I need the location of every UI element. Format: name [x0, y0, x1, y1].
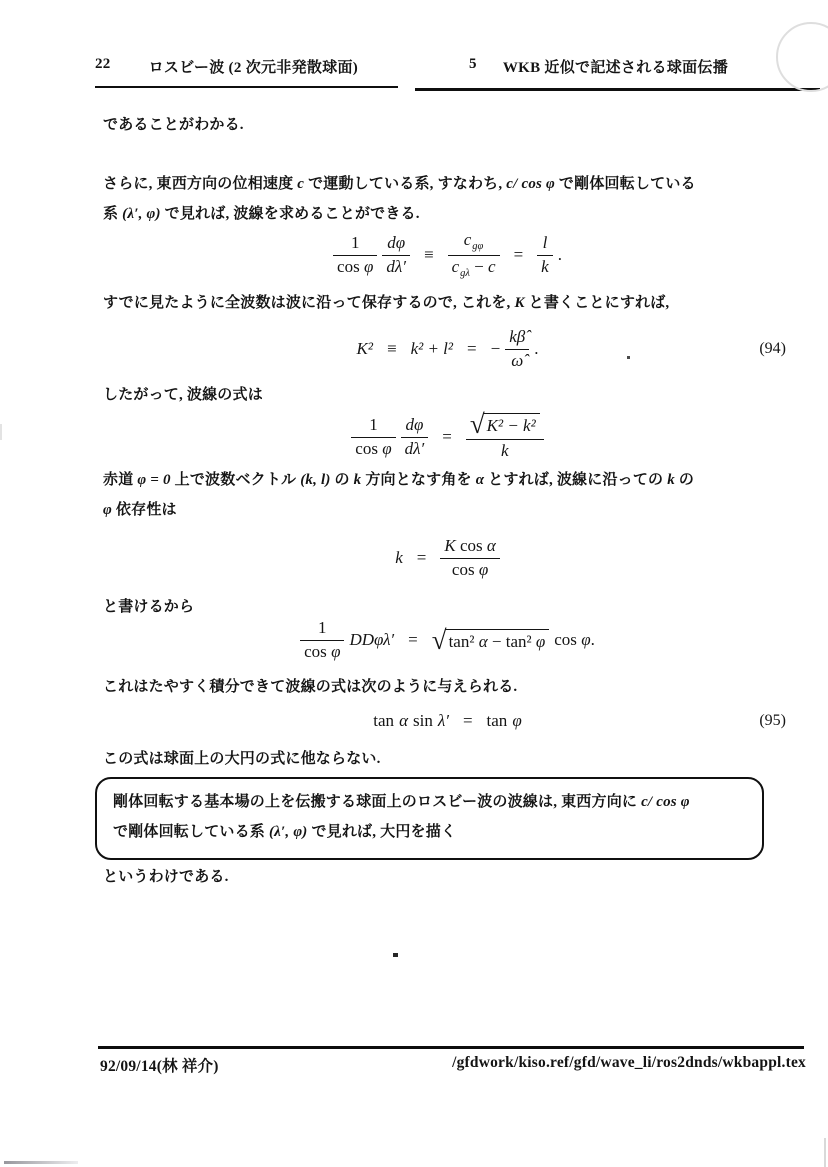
period: . — [590, 630, 595, 649]
fraction-bar — [382, 255, 410, 256]
text: 系 — [103, 206, 123, 222]
equals-sign: = — [442, 427, 452, 446]
equals-sign: = — [467, 339, 477, 358]
header-page-number: 22 — [95, 56, 111, 72]
numerator: 1 — [350, 233, 360, 253]
math-inline: α — [475, 472, 485, 488]
math-inline: φ = 0 — [137, 472, 171, 488]
fraction — [440, 536, 499, 580]
denominator — [300, 642, 344, 662]
var-phi: φ — [382, 438, 392, 458]
function-tan: tan — [486, 711, 508, 730]
paragraph-great-circle — [103, 744, 773, 774]
var-phi: φ — [331, 641, 341, 661]
fraction-bar — [333, 255, 377, 256]
fraction-bar — [448, 255, 500, 256]
middle-term: k² + l² — [410, 339, 453, 358]
math-inline: (λ′, φ) — [268, 824, 308, 840]
fraction — [537, 233, 553, 277]
subscript: gλ — [460, 267, 470, 279]
text: というわけである. — [103, 869, 229, 885]
equation-ray-sqrt — [103, 408, 792, 466]
footer-rule — [98, 1046, 804, 1049]
denominator: ω̂ — [511, 350, 524, 370]
text: 上で波数ベクトル — [170, 472, 301, 488]
numerator: dφ — [387, 233, 406, 253]
var-phi: φ — [363, 256, 374, 276]
var-alpha: α — [478, 631, 488, 651]
text: 剛体回転する基本場の上を伝搬する球面上のロスビー波の波線は, 東西方向に — [113, 794, 642, 810]
fraction-bar — [440, 558, 499, 559]
header-right — [415, 56, 820, 91]
paragraph-conclusion — [103, 862, 773, 892]
var-c: c — [451, 256, 460, 276]
math-inline: (λ′, φ) — [122, 206, 161, 222]
numerator — [466, 408, 544, 439]
minus-sign: − — [490, 339, 501, 358]
function-sin: sin — [413, 711, 433, 730]
text: の — [674, 472, 695, 488]
text-line — [113, 787, 746, 817]
function-cos: cos — [451, 559, 475, 579]
tail — [554, 630, 595, 650]
function-cos: cos — [554, 630, 577, 649]
square-root — [469, 408, 540, 439]
header-left — [95, 56, 398, 88]
text: さらに, 東西方向の位相速度 — [103, 176, 298, 192]
math-inline: K — [514, 295, 525, 311]
numerator — [440, 536, 499, 556]
footer-file-path: /gfdwork/kiso.ref/gfd/wave_li/ros2dnds/wkbappl.tex — [452, 1054, 806, 1071]
fraction-bar — [401, 437, 429, 438]
fraction-bar — [505, 349, 529, 350]
math-inline: k — [353, 472, 362, 488]
equiv-sign: ≡ — [386, 339, 397, 358]
math-inline: k — [667, 472, 675, 488]
denominator — [448, 560, 492, 580]
scan-artifact-smudge — [4, 1161, 78, 1164]
period: . — [557, 245, 562, 264]
text: とすれば, 波線に沿っての — [484, 472, 668, 488]
text: 依存性は — [111, 502, 177, 518]
numerator — [460, 230, 488, 254]
equation-k-dependence — [103, 530, 792, 586]
radicand: K² − k² — [483, 413, 540, 436]
text: で運動している系, すなわち, — [304, 176, 507, 192]
page-header — [95, 56, 822, 91]
minus-sign: − — [474, 256, 484, 276]
scan-speck — [393, 953, 398, 957]
text-line — [113, 817, 746, 847]
denominator: k — [500, 441, 509, 460]
function-tan-squared: tan² — [448, 631, 475, 651]
equation-95 — [103, 705, 792, 737]
numerator: 1 — [369, 415, 378, 435]
var-c: c — [463, 229, 472, 249]
header-section-number: 5 — [469, 56, 477, 72]
denominator — [333, 257, 377, 277]
math-inline: c/ cos φ — [641, 794, 690, 810]
text: と書けるから — [103, 599, 195, 615]
equals-sign: = — [408, 630, 418, 649]
denominator: dλ′ — [404, 438, 425, 458]
paragraph-total-wavenumber — [103, 288, 773, 318]
var-phi: φ — [512, 711, 522, 730]
numerator: kβ̂ — [509, 327, 526, 347]
var-alpha: α — [486, 536, 496, 556]
scan-speck — [627, 356, 630, 359]
text: 赤道 — [103, 472, 138, 488]
text: これはたやすく積分できて波線の式は次のように与えられる. — [103, 679, 518, 695]
lhs: k — [395, 548, 403, 567]
radical-sign: √ — [431, 624, 447, 655]
var-phi: φ — [581, 630, 591, 649]
square-root — [431, 624, 550, 655]
text: と書くことにすれば, — [524, 295, 670, 311]
fraction — [382, 233, 410, 277]
fraction-bar — [300, 640, 344, 641]
numerator: l — [542, 233, 548, 253]
fraction — [300, 618, 344, 662]
equation-dd — [103, 612, 792, 668]
text-line — [103, 169, 773, 199]
function-cos: cos — [337, 256, 360, 276]
function-cos: cos — [459, 536, 483, 556]
fraction-bar — [537, 255, 553, 256]
fraction-bar — [466, 439, 544, 440]
equals-sign: = — [416, 548, 427, 567]
scan-artifact-margin-mark — [0, 424, 2, 440]
fraction-bar — [351, 437, 395, 438]
function-cos: cos — [355, 438, 378, 458]
equals-sign: = — [462, 711, 473, 730]
text: 方向となす角を — [361, 472, 476, 488]
var-lambda-prime: λ′ — [437, 711, 449, 730]
text-line — [103, 465, 773, 495]
footer-date-author: 92/09/14(林 祥介) — [100, 1058, 219, 1075]
dd-operator: DDφλ′ — [349, 630, 395, 649]
equation-number-95: (95) — [759, 712, 786, 729]
function-tan-squared: tan² — [505, 631, 532, 651]
paragraph-intro — [103, 110, 773, 140]
var-phi: φ — [535, 631, 546, 651]
text: で剛体回転している — [554, 176, 696, 192]
denominator: dλ′ — [386, 256, 406, 276]
denominator — [351, 439, 395, 459]
fraction — [466, 408, 544, 462]
scan-artifact-edge-line — [824, 1138, 826, 1167]
text: この式は球面上の大円の式に他ならない. — [103, 751, 381, 767]
fraction — [351, 415, 395, 459]
text: すでに見たように全波数は波に沿って保存するので, これを, — [103, 295, 515, 311]
math-inline: c/ cos φ — [506, 176, 555, 192]
var-phi: φ — [478, 559, 489, 579]
var-c: c — [488, 256, 496, 276]
minus-sign: − — [491, 631, 502, 651]
page-footer — [100, 1054, 806, 1076]
equation-94 — [103, 322, 792, 376]
fraction — [448, 230, 500, 280]
equation-ray-slope — [103, 226, 792, 284]
header-chapter-title: ロスビー波 (2 次元非発散球面) — [148, 60, 359, 76]
equation-number-94: (94) — [759, 340, 786, 357]
text-line — [103, 199, 773, 229]
var-K: K — [444, 536, 456, 556]
radical-sign: √ — [469, 408, 485, 439]
math-inline: c — [297, 176, 305, 192]
paragraph-moving-frame — [103, 169, 773, 229]
radicand — [445, 629, 550, 652]
function-cos: cos — [304, 641, 327, 661]
text-line — [103, 495, 773, 525]
period: . — [534, 339, 539, 358]
text: したがって, 波線の式は — [103, 387, 263, 403]
numerator: dφ — [405, 415, 424, 435]
paragraph-equator-angle — [103, 465, 773, 525]
paragraph-integrable — [103, 672, 773, 702]
denominator: k — [541, 256, 549, 276]
numerator: 1 — [318, 618, 327, 638]
fraction — [401, 415, 429, 459]
subscript: gφ — [472, 240, 484, 252]
paragraph-therefore — [103, 380, 773, 410]
var-alpha: α — [399, 711, 408, 730]
text: で見れば, 大円を描く — [307, 824, 457, 840]
math-inline: (k, l) — [300, 472, 331, 488]
text: で見れば, 波線を求めることができる. — [160, 206, 420, 222]
fraction — [333, 233, 377, 277]
equals-sign: = — [513, 245, 524, 264]
lhs: K² — [356, 339, 373, 358]
fraction — [505, 327, 529, 371]
text: で剛体回転している系 — [113, 824, 269, 840]
note-box — [95, 777, 764, 860]
denominator — [448, 257, 500, 281]
header-section-title: WKB 近似で記述される球面伝播 — [502, 60, 729, 76]
equiv-sign: ≡ — [423, 245, 434, 264]
function-tan: tan — [373, 711, 395, 730]
math-inline: φ — [103, 502, 112, 518]
text: の — [330, 472, 354, 488]
text: であることがわかる. — [103, 117, 244, 133]
